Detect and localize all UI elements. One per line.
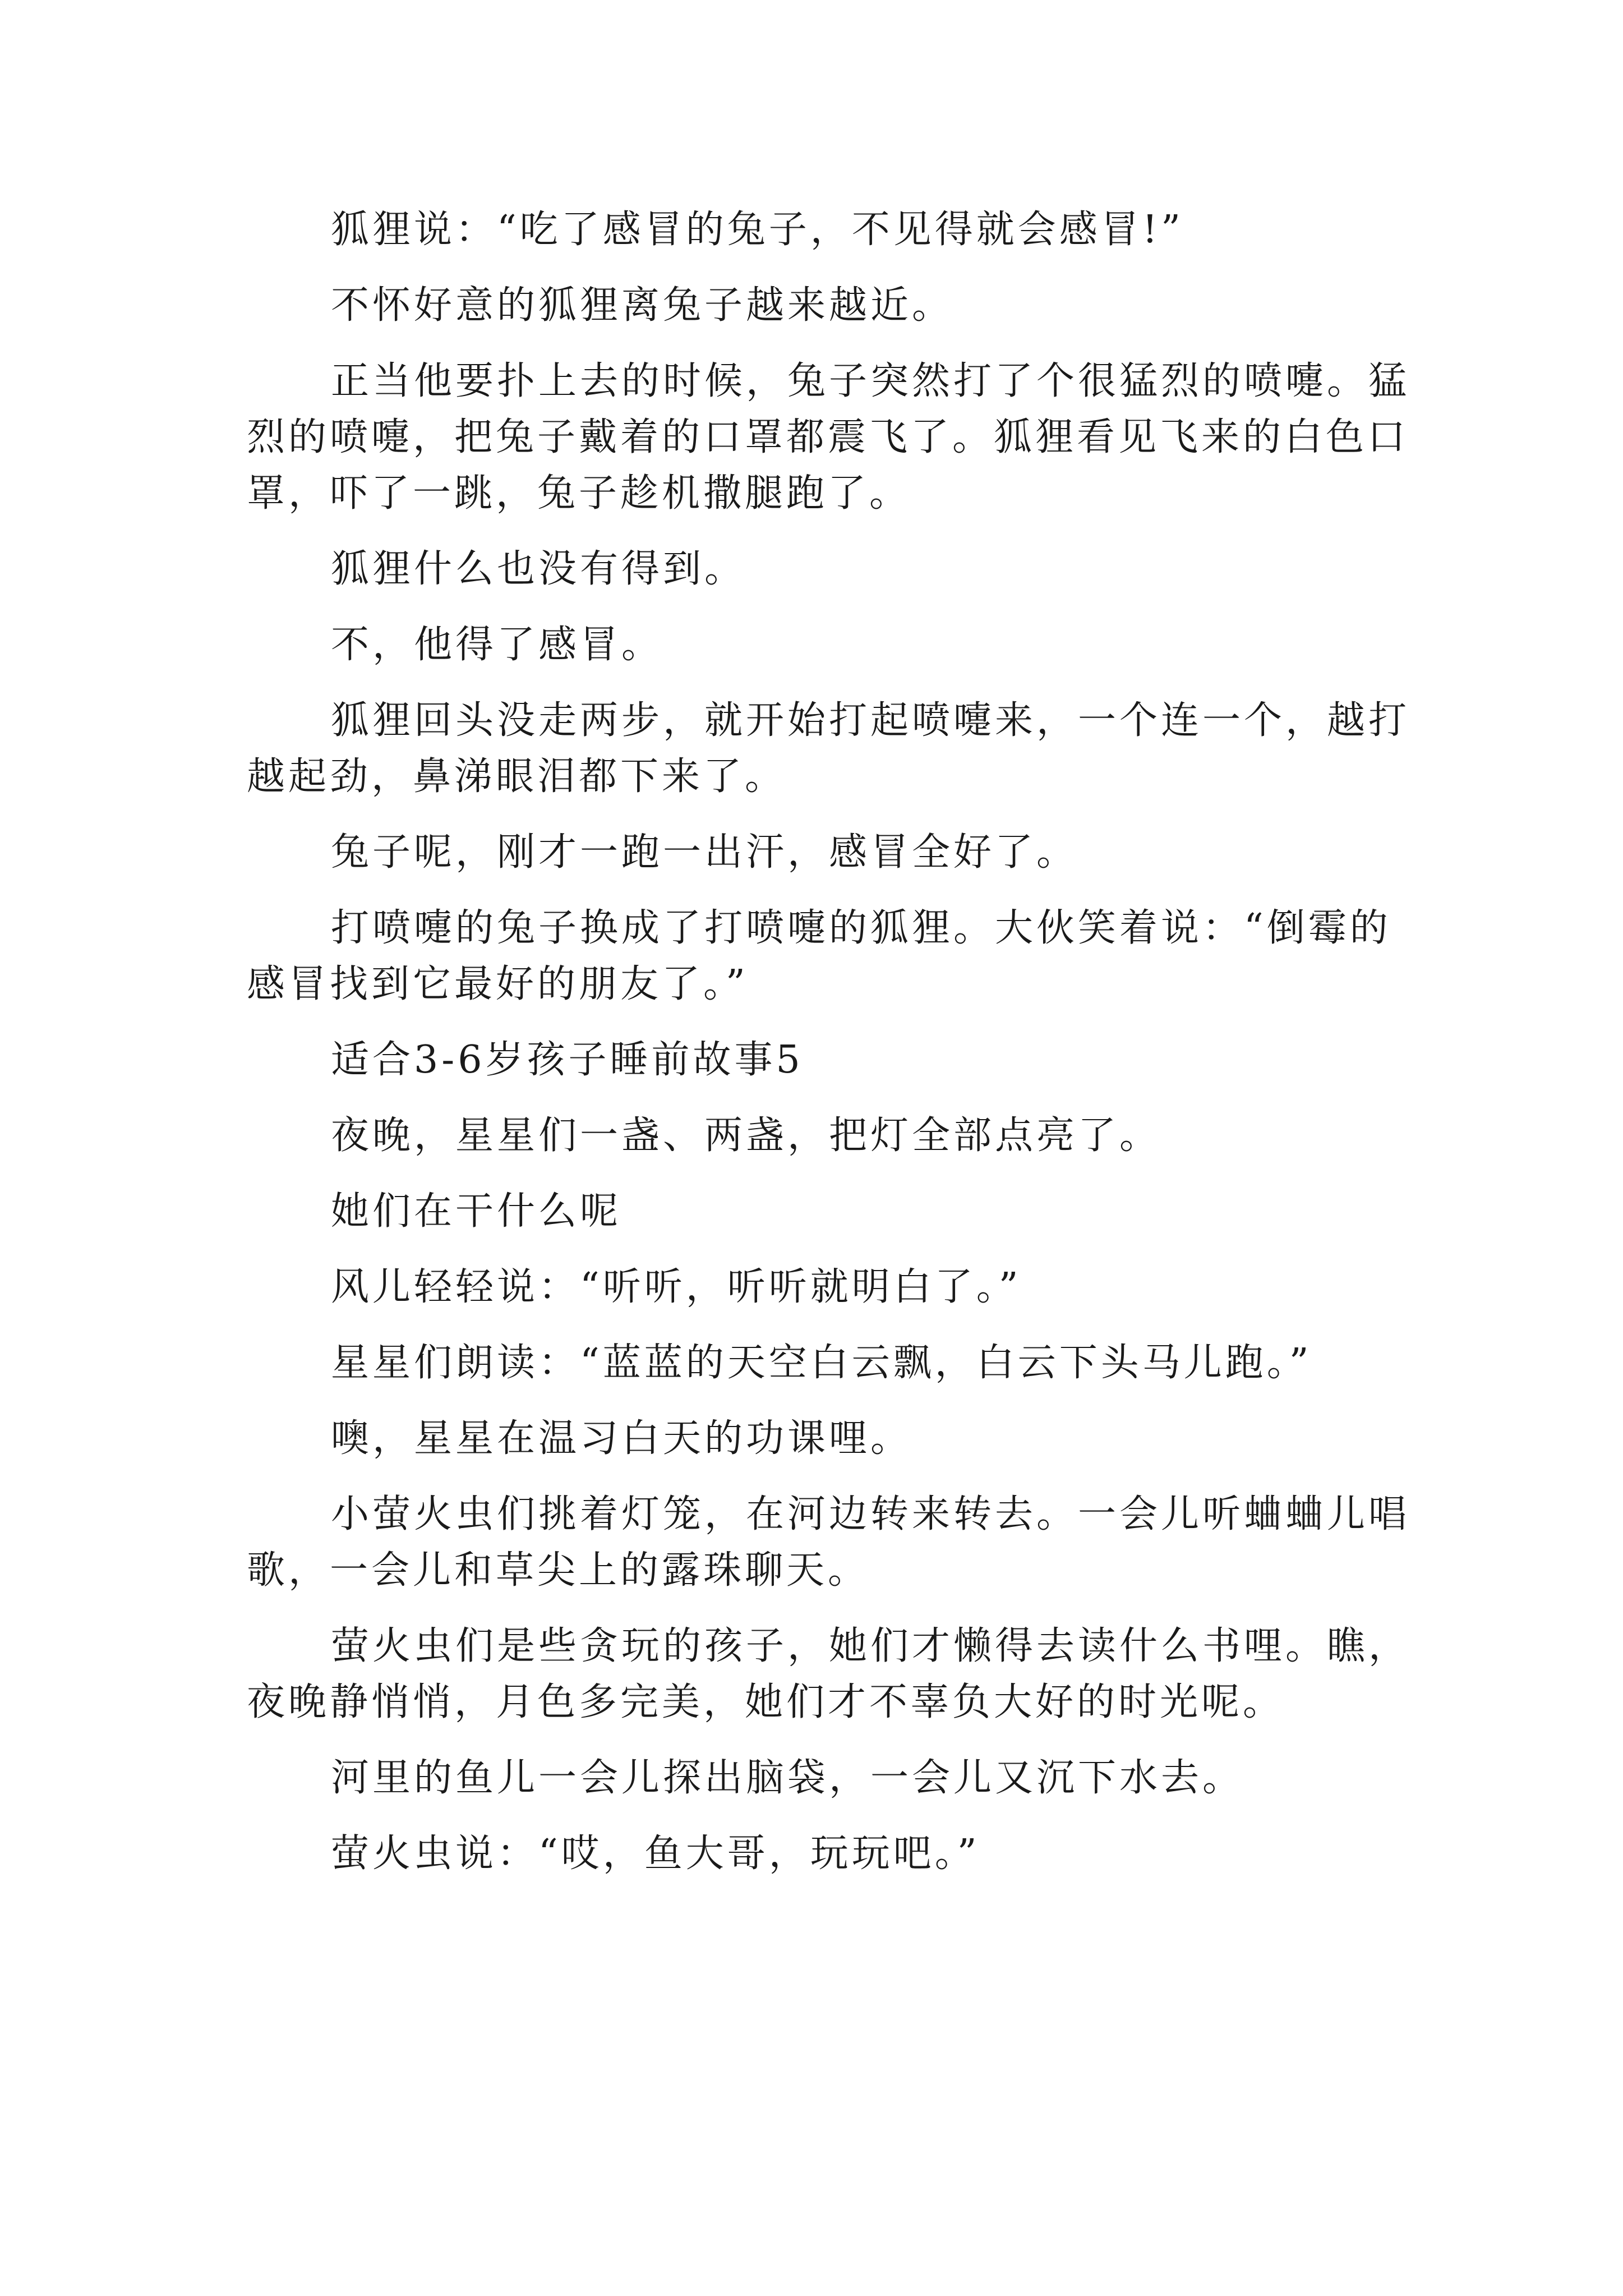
paragraph: 夜晚，星星们一盏、两盏，把灯全部点亮了。: [331, 1114, 1161, 1158]
paragraph: 风儿轻轻说：“听听，听听就明白了。”: [331, 1265, 1022, 1309]
paragraph: 她们在干什么呢: [331, 1189, 622, 1234]
paragraph: 狐狸什么也没有得到。: [331, 547, 746, 591]
paragraph: 萤火虫们是些贪玩的孩子，她们才懒得去读什么书哩。瞧，夜晚静悄悄，月色多完美，她们才不辜负大好的时光呢。: [247, 1624, 1410, 1724]
story-text: [247, 202, 1424, 1902]
paragraph: 噢，星星在温习白天的功课哩。: [331, 1416, 912, 1461]
paragraph: 狐狸说：“吃了感冒的兔子，不见得就会感冒!”: [331, 208, 1184, 252]
section-heading: 适合3-6岁孩子睡前故事5: [331, 1038, 804, 1082]
paragraph: 星星们朗读：“蓝蓝的天空白云飘，白云下头马儿跑。”: [331, 1341, 1312, 1385]
paragraph: 萤火虫说：“哎，鱼大哥，玩玩吧。”: [331, 1832, 980, 1876]
paragraph: 狐狸回头没走两步，就开始打起喷嚏来，一个连一个，越打越起劲，鼻涕眼泪都下来了。: [247, 698, 1410, 799]
paragraph: 兔子呢，刚才一跑一出汗，感冒全好了。: [331, 830, 1078, 875]
paragraph: 打喷嚏的兔子换成了打喷嚏的狐狸。大伙笑着说：“倒霉的感冒找到它最好的朋友了。”: [247, 906, 1391, 1006]
paragraph: 不怀好意的狐狸离兔子越来越近。: [331, 283, 954, 328]
paragraph: 小萤火虫们挑着灯笼，在河边转来转去。一会儿听蛐蛐儿唱歌，一会儿和草尖上的露珠聊天。: [247, 1492, 1410, 1593]
paragraph: 河里的鱼儿一会儿探出脑袋，一会儿又沉下水去。: [331, 1756, 1244, 1800]
paragraph: 正当他要扑上去的时候，兔子突然打了个很猛烈的喷嚏。猛烈的喷嚏，把兔子戴着的口罩都震飞了。狐狸看见飞来的白色口罩，吓了一跳，兔子趁机撒腿跑了。: [247, 359, 1410, 516]
paragraph: 不，他得了感冒。: [331, 623, 663, 667]
